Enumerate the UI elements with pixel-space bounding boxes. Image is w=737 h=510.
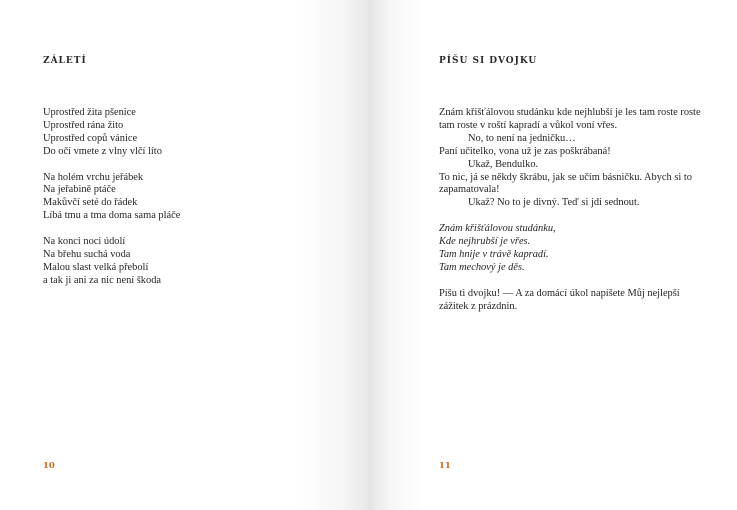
dialogue-paragraph: Ukaž, Bendulko.: [468, 158, 539, 170]
poem-line: Znám křišťálovou studánku,: [439, 223, 556, 235]
poem-line: Tam hnije v trávě kapradí.: [439, 248, 549, 260]
left-page-poem: [43, 107, 343, 301]
poem-line: Na jeřabině ptáče: [43, 184, 116, 196]
poem-line: Uprostřed rána žito: [43, 119, 124, 131]
dialogue-block: [439, 107, 704, 210]
poem-line: Na holém vrchu jeřábek: [43, 171, 144, 183]
dialogue-paragraph: No, to není na jedničku…: [468, 132, 576, 144]
poem-line: Na konci noci údolí: [43, 236, 126, 248]
dialogue-paragraph: To nic, já se někdy škrábu, jak se učím básničku. Abych si to zapamatovala!: [439, 171, 692, 196]
closing-paragraph: Píšu ti dvojku! — A za domácí úkol napíšete Můj nejlepší zážitek z prázdnin.: [439, 287, 680, 312]
poem-line: Uprostřed žita pšenice: [43, 107, 136, 118]
closing-block: [439, 288, 704, 314]
left-page-title: ZÁLETÍ: [43, 56, 87, 66]
page-number-left: 10: [43, 461, 55, 471]
poem-line: Na břehu suchá voda: [43, 248, 131, 260]
poem-line: Tam mechový je děs.: [439, 261, 525, 273]
right-page: [369, 0, 737, 510]
poem-stanza: [43, 172, 343, 224]
dialogue-paragraph: Ukaž? No to je divný. Teď si jdi sednout.: [468, 197, 640, 209]
poem-line: Do očí vmete z vlny vlčí líto: [43, 145, 162, 157]
page-number-right: 11: [439, 461, 451, 471]
right-page-title: PÍŠU SI DVOJKU: [439, 56, 538, 66]
poem-line: Makůvčí seté do řádek: [43, 197, 138, 209]
poem-stanza: [43, 236, 343, 288]
dialogue-paragraph: Znám křišťálovou studánku kde nejhlubší je les tam roste roste tam roste v roští kapradí a vůkol voní vřes.: [439, 107, 701, 131]
poem-line: Malou slast velká přebolí: [43, 261, 149, 273]
poem-stanza: [43, 107, 343, 159]
poem-line: Kde nejhrubší je vřes.: [439, 236, 531, 248]
dialogue-paragraph: Paní učitelko, vona už je zas poškrábaná!: [439, 145, 611, 157]
right-page-text: [439, 107, 704, 326]
poem-line: Uprostřed copů vánice: [43, 132, 138, 144]
quoted-poem: [439, 223, 704, 275]
poem-line: Líbá tmu a tma doma sama pláče: [43, 210, 181, 222]
poem-line: a tak ji ani za nic není škoda: [43, 274, 162, 286]
